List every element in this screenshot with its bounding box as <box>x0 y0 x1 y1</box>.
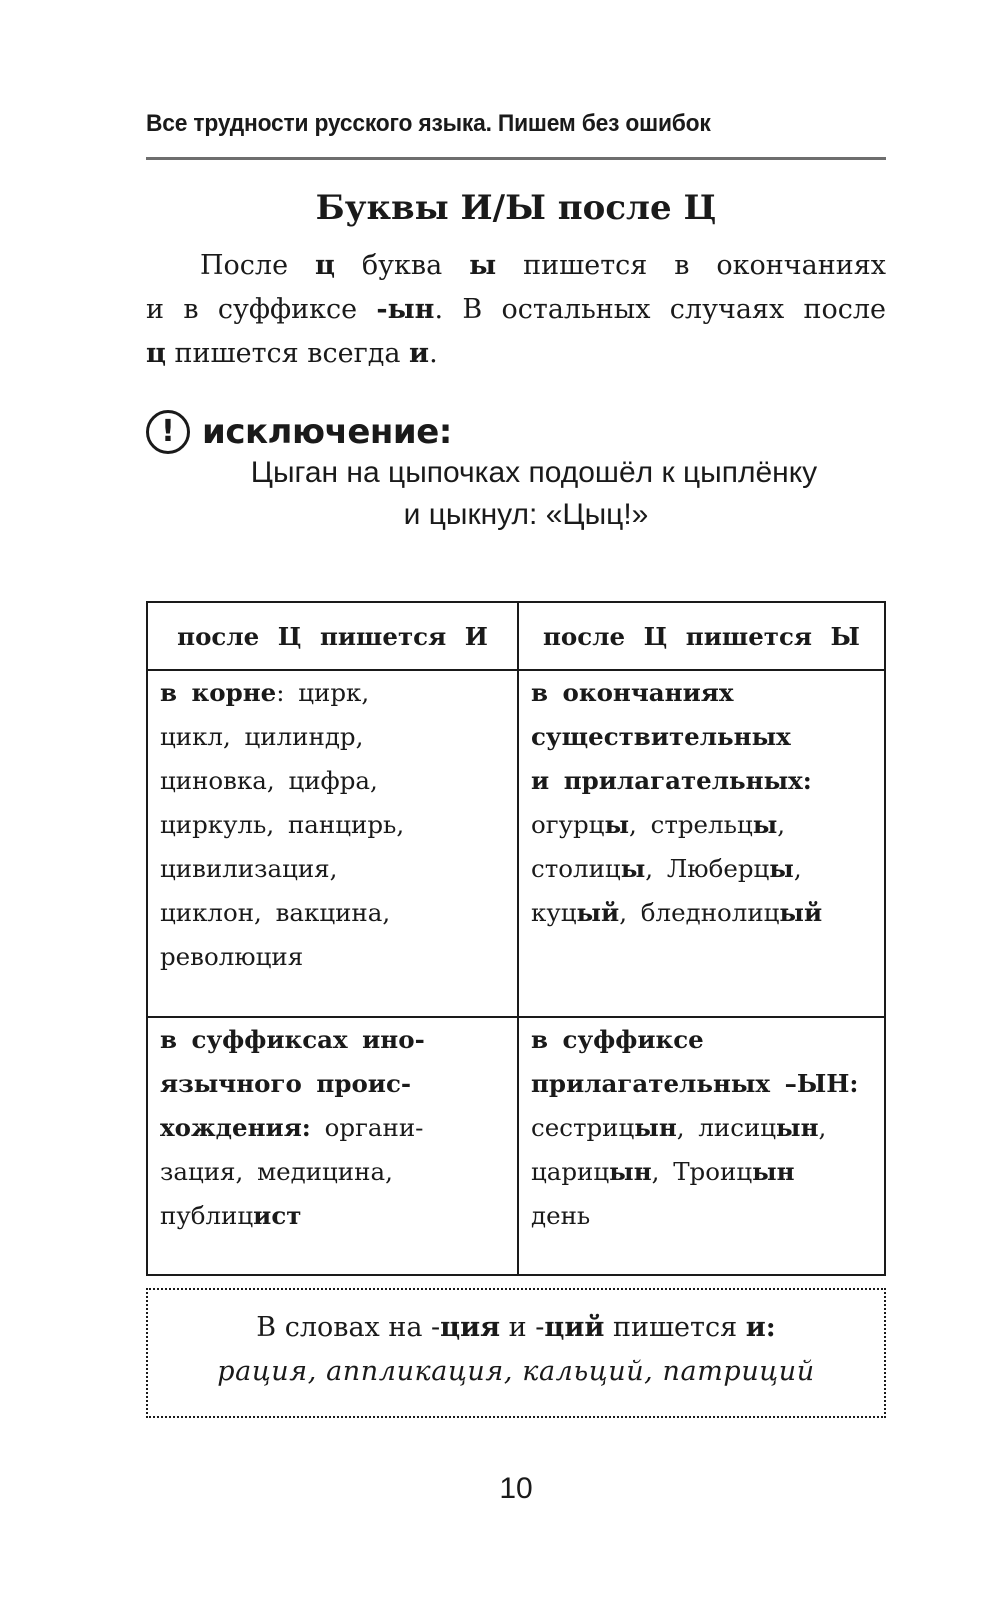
note-box <box>146 1288 886 1418</box>
page-title: Буквы И/Ы после Ц <box>315 188 717 228</box>
cell-foreign-suffixes: в суффиксах ино- язычного проис- хождения: органи- зация, медицина, публицист <box>147 1017 518 1275</box>
cell-endings: в окончаниях существительных и прилагательных: огурцы, стрельцы, столицы, Люберцы, куцый, бледнолицый <box>518 670 885 1017</box>
running-head: Все трудности русского языка. Пишем без ошибок <box>146 110 711 137</box>
cell-root-words: в корне: цирк, цикл, цилиндр, циновка, цифра, циркуль, панцирь, цивилизация, циклон, вакцина, революция <box>147 670 518 1017</box>
note-examples: рация, аппликация, кальций, патриций <box>217 1356 815 1387</box>
cell-yn-suffix: в суффиксе прилагательных –ЫН: сестрицын, лисицын, царицын, Троицын день <box>518 1017 885 1275</box>
table-row <box>147 670 885 1017</box>
rules-table <box>146 601 886 1276</box>
page <box>146 0 886 1616</box>
header-divider <box>146 157 886 160</box>
table-header-row <box>147 602 885 670</box>
page-number: 10 <box>499 1472 533 1505</box>
rule-paragraph <box>146 244 886 376</box>
header-y: после Ц пишется Ы <box>518 602 885 670</box>
note-rule: В словах на -ция и -ций пишется и: <box>256 1312 776 1343</box>
table-row <box>147 1017 885 1275</box>
exception-label: исключение: <box>202 412 452 452</box>
exclamation-icon: ! <box>146 410 190 454</box>
header-i: после Ц пишется И <box>147 602 518 670</box>
rule-line-3: ц пишется всегда и. <box>146 338 438 369</box>
exception-heading <box>146 410 452 454</box>
rule-line-2: и в суффиксе -ын. В остальных случаях после <box>146 294 886 325</box>
rule-line-1: После ц буква ы пишется в окончаниях <box>200 250 886 281</box>
exception-text: Цыган на цыпочках подошёл к цыплёнку и цыкнул: «Цыц!» <box>250 456 818 531</box>
